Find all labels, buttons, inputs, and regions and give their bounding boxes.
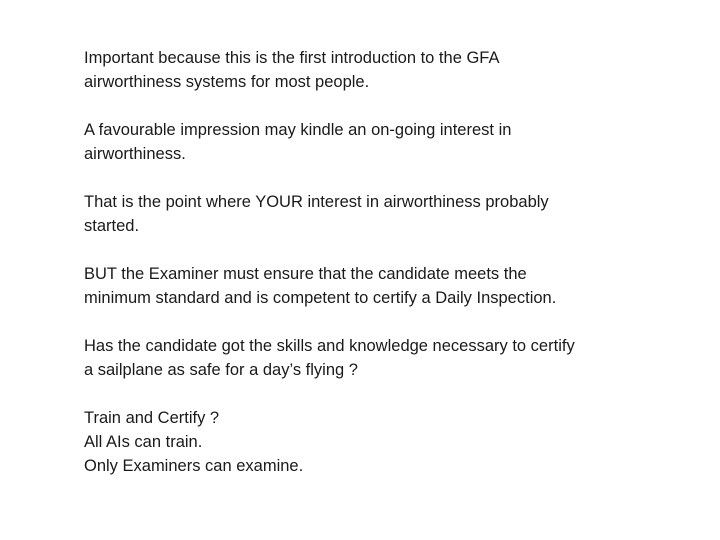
paragraph-candidate-skills <box>84 334 704 382</box>
text-line: Only Examiners can examine. <box>84 457 304 475</box>
paragraph-examiner-standard <box>84 262 704 310</box>
text-line: a sailplane as safe for a day’s flying ? <box>84 361 358 379</box>
paragraph-introduction <box>84 46 704 94</box>
text-line: All AIs can train. <box>84 433 203 451</box>
slide-body-text <box>84 46 704 478</box>
paragraph-impression <box>84 118 704 166</box>
paragraph-train-and-certify <box>84 406 704 478</box>
text-line: airworthiness systems for most people. <box>84 73 370 91</box>
text-line: BUT the Examiner must ensure that the candidate meets the <box>84 265 527 283</box>
text-line: A favourable impression may kindle an on-going interest in <box>84 121 512 139</box>
text-line: minimum standard and is competent to certify a Daily Inspection. <box>84 289 557 307</box>
text-line: started. <box>84 217 140 235</box>
text-line: Train and Certify ? <box>84 409 220 427</box>
text-line: Has the candidate got the skills and knowledge necessary to certify <box>84 337 575 355</box>
paragraph-your-interest <box>84 190 704 238</box>
text-line: That is the point where YOUR interest in airworthiness probably <box>84 193 549 211</box>
text-line: airworthiness. <box>84 145 186 163</box>
text-line: Important because this is the first introduction to the GFA <box>84 49 500 67</box>
